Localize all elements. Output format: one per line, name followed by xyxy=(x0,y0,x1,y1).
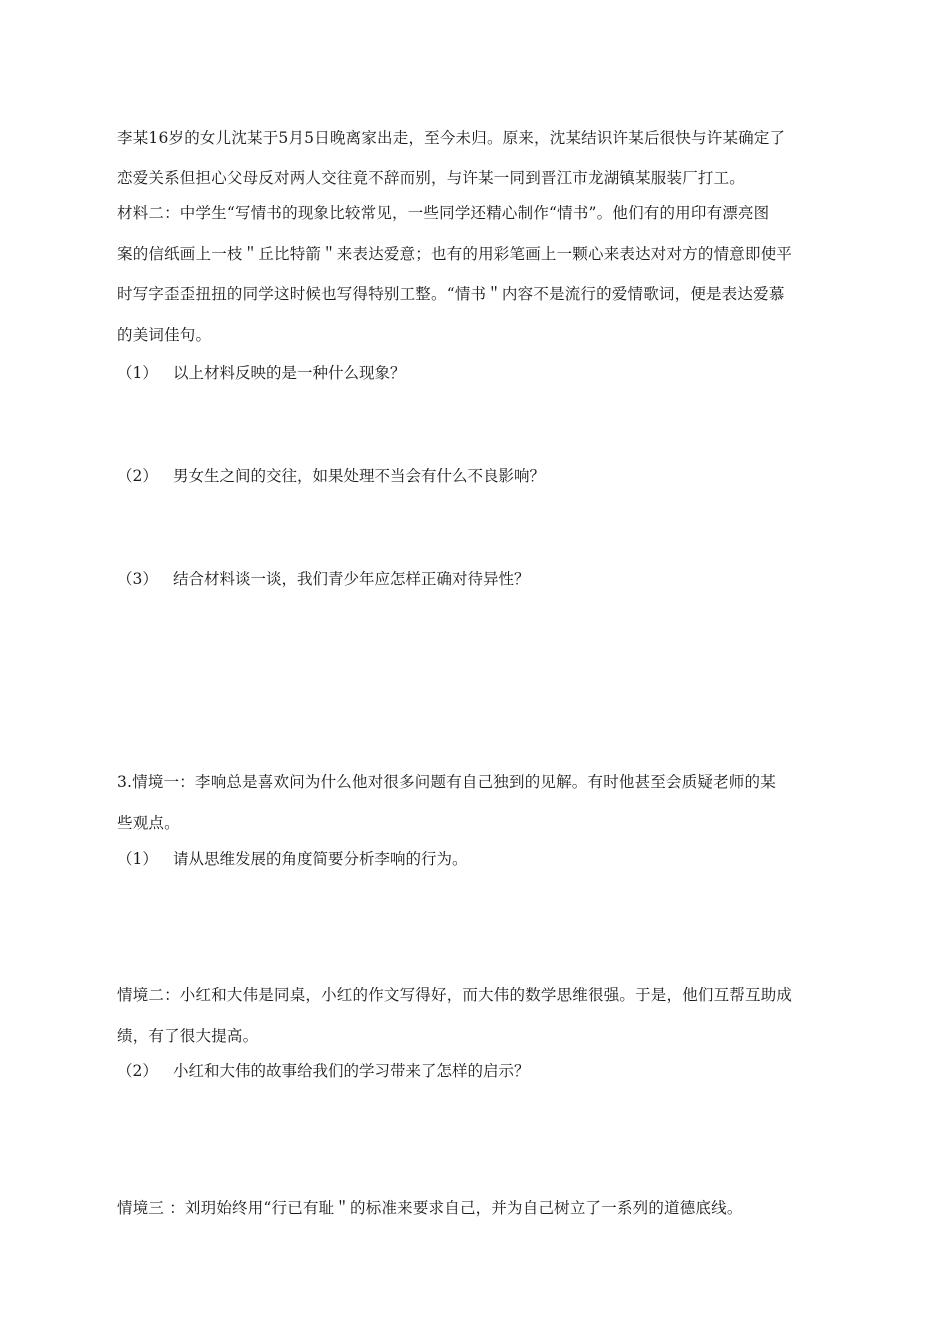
material-two-line-1: 材料二：中学生“写情书的现象比较常见，一些同学还精心制作“情书”。他们有的用印有漂亮图 xyxy=(117,204,770,222)
material-one-line-2: 恋爱关系但担心父母反对两人交往竟不辞而别，与许某一同到晋江市龙湖镇某服装厂打工。 xyxy=(117,169,746,187)
question-3-1 xyxy=(117,849,468,869)
question-text: 男女生之间的交往，如果处理不当会有什么不良影响？ xyxy=(173,467,546,485)
question-text: 以上材料反映的是一种什么现象？ xyxy=(173,364,406,382)
material-two-line-3: 时写字歪歪扭扭的同学这时候也写得特别工整。“情书＂内容不是流行的爱情歌词，便是表达爱慕 xyxy=(117,285,785,303)
question-2-1 xyxy=(117,363,406,383)
question-number: （2） xyxy=(117,467,158,485)
question-text: 请从思维发展的角度简要分析李响的行为。 xyxy=(173,850,468,868)
question-3-2 xyxy=(117,1061,530,1081)
material-two-line-4: 的美词佳句。 xyxy=(117,326,212,344)
scenario-1-line-1: 3.情境一：李响总是喜欢问为什么他对很多问题有自己独到的见解。有时他甚至会质疑老师的某 xyxy=(117,773,776,791)
question-2-3 xyxy=(117,569,530,589)
material-two-line-2: 案的信纸画上一枝＂丘比特箭＂来表达爱意；也有的用彩笔画上一颗心来表达对对方的情意即使平 xyxy=(117,245,793,263)
question-text: 小红和大伟的故事给我们的学习带来了怎样的启示？ xyxy=(173,1062,530,1080)
question-number: （1） xyxy=(117,364,158,382)
material-one-line-1: 李某16岁的女儿沈某于5月5日晚离家出走，至今未归。原来，沈某结识许某后很快与许某确定了 xyxy=(117,129,786,147)
scenario-3-line-1: 情境三 ：刘玥始终用“行已有耻＂的标准来要求自己，并为自己树立了一系列的道德底线。 xyxy=(117,1199,743,1217)
scenario-2-line-1: 情境二：小红和大伟是同桌，小红的作文写得好，而大伟的数学思维很强。于是，他们互帮互助成 xyxy=(117,986,793,1004)
question-number: （1） xyxy=(117,850,158,868)
question-number: （3） xyxy=(117,570,158,588)
scenario-2-line-2: 绩，有了很大提高。 xyxy=(117,1027,259,1045)
scenario-1-line-2: 些观点。 xyxy=(117,814,180,832)
question-number: （2） xyxy=(117,1062,158,1080)
question-text: 结合材料谈一谈，我们青少年应怎样正确对待异性？ xyxy=(173,570,530,588)
question-2-2 xyxy=(117,466,545,486)
